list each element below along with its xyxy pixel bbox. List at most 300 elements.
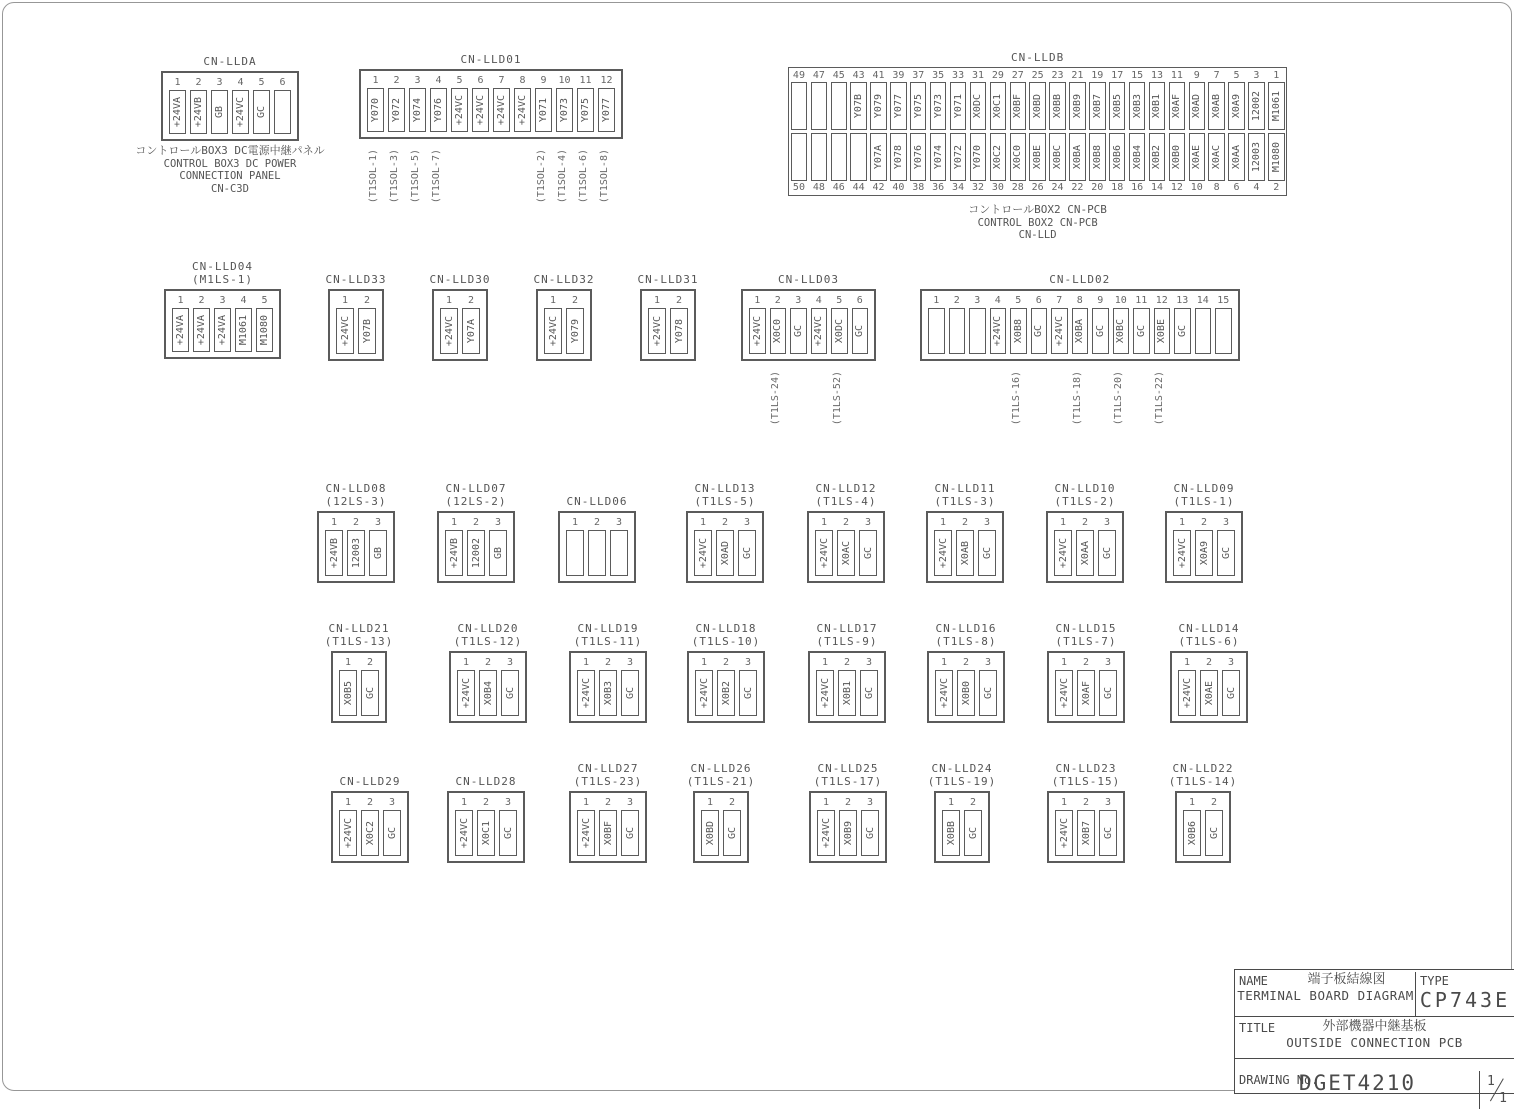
connector-title-line: CN-LLD23 — [1055, 761, 1117, 775]
connector-box — [569, 651, 647, 723]
connector-cn-lld11 — [926, 481, 1004, 583]
pin — [554, 74, 575, 132]
connector-title-line: CN-LLD04 — [192, 259, 253, 273]
pin-box-top — [870, 82, 886, 130]
pin-number: 3 — [1104, 657, 1112, 668]
pin-label: X0B6 — [1111, 144, 1123, 170]
connector-cn-lld04 — [164, 259, 281, 359]
pin-box-top — [1169, 82, 1185, 130]
pin-label: X0B9 — [1071, 93, 1083, 119]
pin — [747, 294, 768, 354]
pin-number: 9 — [540, 75, 547, 86]
pin-number: 5 — [836, 295, 843, 306]
connector-title-line: CN-LLD01 — [460, 52, 522, 66]
pin-number: 11 — [1135, 295, 1148, 306]
connector-subtitle-line: (T1LS-5) — [694, 494, 756, 508]
connector-cn-lld07 — [437, 481, 515, 583]
pin-box — [739, 670, 757, 716]
pin — [359, 656, 381, 716]
pin — [1220, 656, 1242, 716]
pin-number: 1 — [1178, 517, 1186, 528]
connector-title-line: CN-LLD28 — [455, 774, 517, 788]
pin-label: X0BF — [602, 820, 614, 846]
pin-label: X0B7 — [1091, 93, 1103, 119]
pin-number-top: 25 — [1031, 70, 1044, 81]
pin-column — [1227, 69, 1247, 194]
connector-box — [927, 651, 1005, 723]
pin-number: 1 — [344, 797, 352, 808]
pin-box — [723, 810, 741, 856]
pin-box — [979, 670, 997, 716]
pin-label: Y07A — [873, 144, 884, 170]
pin-box — [235, 308, 252, 352]
pin-label: GC — [854, 324, 866, 338]
pin-label: X0BB — [945, 820, 957, 846]
pin-label: GC — [864, 826, 876, 840]
pin-column — [908, 69, 928, 194]
pin — [334, 294, 356, 354]
pin — [668, 294, 690, 354]
pin — [533, 74, 554, 132]
pin-box-top — [1129, 82, 1145, 130]
pin — [977, 656, 999, 716]
pin-number: 3 — [374, 517, 382, 528]
pin-number: 12 — [600, 75, 613, 86]
pin-number-bottom: 26 — [1031, 182, 1044, 193]
pin — [465, 516, 487, 576]
pin-box — [816, 670, 834, 716]
pin-label: +24VC — [547, 315, 559, 347]
pin-label: X0C2 — [364, 820, 376, 846]
pin-box — [695, 670, 713, 716]
pin-column — [809, 69, 829, 194]
pin — [230, 76, 251, 134]
connector-title-line: CN-LLD18 — [695, 621, 757, 635]
pin-label: Y078 — [673, 318, 685, 344]
connector-subtitle-line: (T1LS-3) — [934, 494, 996, 508]
pin-column — [1008, 69, 1028, 194]
pin-number: 7 — [1056, 295, 1063, 306]
pin-number-bottom: 34 — [952, 182, 965, 193]
pin-number: 8 — [1076, 295, 1083, 306]
pin-number: 14 — [1196, 295, 1209, 306]
pin-label: +24VC — [443, 315, 455, 347]
pin-column — [1048, 69, 1068, 194]
connector-title-line: CN-LLD19 — [577, 621, 639, 635]
pin-number: 11 — [579, 75, 592, 86]
pin — [1172, 294, 1193, 354]
pin-number: 1 — [754, 295, 761, 306]
pin-box — [1195, 530, 1213, 576]
connector-box — [536, 289, 592, 361]
pin-box — [1195, 308, 1212, 354]
connector-title-line: CN-LLD03 — [778, 272, 839, 286]
pin-number: 2 — [728, 797, 736, 808]
pin-number: 2 — [1200, 517, 1208, 528]
pin-box-top — [1109, 82, 1125, 130]
pin — [233, 294, 254, 352]
connector-box — [741, 289, 876, 361]
pin — [428, 74, 449, 132]
pin-box — [815, 530, 833, 576]
pin-label: Y073 — [932, 93, 944, 119]
connector-subtitle-line: (T1LS-8) — [935, 634, 997, 648]
pin-label: X0B3 — [602, 680, 614, 706]
connector-subtitle-line: (M1LS-1) — [192, 272, 253, 286]
pin-number: 2 — [721, 517, 729, 528]
pin-label: +24VC — [517, 94, 528, 126]
pin-number: 2 — [366, 797, 374, 808]
pin-label: +24VB — [193, 96, 204, 128]
pin — [542, 294, 564, 354]
connector-title-line: CN-LLD09 — [1173, 481, 1235, 495]
connector-caption-line: CN-LLD — [1018, 229, 1057, 242]
pin-box — [935, 670, 953, 716]
pin-label: M1061 — [238, 314, 249, 346]
connector-cn-lld17 — [808, 621, 886, 723]
tail-label: (T1SOL-6) — [578, 149, 589, 204]
title-en: OUTSIDE CONNECTION PCB — [1286, 1035, 1463, 1051]
pin — [453, 796, 475, 856]
pin-number: 1 — [341, 295, 349, 306]
pin-box-top — [1268, 82, 1284, 130]
pin-number-top: 3 — [1253, 70, 1260, 81]
pin-label: Y076 — [433, 97, 444, 123]
pin-number-top: 17 — [1111, 70, 1124, 81]
pin — [345, 516, 367, 576]
pin — [443, 516, 465, 576]
pin-box — [1072, 308, 1089, 354]
connector-cn-lld03 — [741, 272, 876, 426]
pin-label: GC — [364, 686, 376, 700]
pin-label: +24VC — [938, 677, 950, 709]
title-block — [1234, 969, 1514, 1106]
pin-box — [599, 670, 617, 716]
pin — [251, 76, 272, 134]
pin-box — [253, 90, 270, 134]
pin-number-bottom: 4 — [1253, 182, 1260, 193]
pin-number: 2 — [1082, 797, 1090, 808]
pin-number: 5 — [456, 75, 463, 86]
pin-number: 2 — [953, 295, 960, 306]
pin-label: X0B9 — [842, 820, 854, 846]
pin-column — [1147, 69, 1167, 194]
pin — [815, 796, 837, 856]
pin-label: GC — [504, 686, 516, 700]
pin-box — [1098, 530, 1116, 576]
pin-box — [1055, 810, 1073, 856]
pin-number-bottom: 8 — [1213, 182, 1220, 193]
pin-box — [738, 530, 756, 576]
connector-box — [449, 651, 527, 723]
pin-number-top: 35 — [932, 70, 945, 81]
pin — [272, 76, 293, 134]
connector-title-line: CN-LLD15 — [1055, 621, 1117, 635]
pin-number: 1 — [549, 295, 557, 306]
connector-subtitle-line: (T1LS-12) — [453, 634, 523, 648]
pin-box-bottom — [870, 133, 886, 181]
pin-label: Y079 — [569, 318, 581, 344]
pin-number: 3 — [388, 797, 396, 808]
pin-number: 5 — [1015, 295, 1022, 306]
pin-box — [749, 308, 766, 354]
connector-title-line: CN-LLD12 — [815, 481, 877, 495]
connector-box — [317, 511, 395, 583]
connector-cn-lld24 — [927, 761, 997, 863]
pin-number: 3 — [626, 657, 634, 668]
connector-subtitle-line: (T1LS-7) — [1055, 634, 1117, 648]
pin-number-bottom: 16 — [1131, 182, 1144, 193]
pin-column — [1107, 69, 1127, 194]
sheet-denominator: 1 — [1499, 1091, 1507, 1106]
pin-box-top — [811, 82, 827, 130]
pin-box — [964, 810, 982, 856]
pin — [692, 516, 714, 576]
pin-label: X0BE — [1032, 144, 1044, 170]
connector-box — [1047, 651, 1125, 723]
connector-caption — [135, 145, 324, 195]
connector-box — [1170, 651, 1248, 723]
pin-label: X0B2 — [720, 680, 732, 706]
pin-number-top: 41 — [872, 70, 885, 81]
pin — [167, 76, 188, 134]
pin-box — [978, 530, 996, 576]
pin-number: 1 — [699, 517, 707, 528]
connector-caption-line: コントロールBOX3 DC電源中継パネル — [135, 144, 325, 157]
pin-label: X0BE — [1156, 318, 1168, 344]
pin-label: +24VC — [813, 315, 825, 347]
pin-number: 1 — [330, 517, 338, 528]
pin — [575, 656, 597, 716]
pin-label: X0BD — [704, 820, 716, 846]
pin — [564, 294, 586, 354]
pin-column — [1187, 69, 1207, 194]
pin — [976, 516, 998, 576]
pin-label: 12003 — [350, 537, 362, 569]
pin-number: 2 — [604, 657, 612, 668]
pin-number: 3 — [504, 797, 512, 808]
connector-title — [935, 482, 996, 508]
pin-box — [440, 308, 458, 354]
pin-box — [256, 308, 273, 352]
pin-column — [928, 69, 948, 194]
connector-title — [1055, 482, 1116, 508]
pin-label: Y071 — [538, 97, 549, 123]
pin-number-top: 21 — [1071, 70, 1084, 81]
pin-number-top: 43 — [852, 70, 865, 81]
pin-number: 2 — [604, 797, 612, 808]
pin — [438, 294, 460, 354]
connector-title-line: CN-LLD29 — [339, 774, 401, 788]
pin-box — [577, 810, 595, 856]
pin-number-top: 5 — [1233, 70, 1240, 81]
pin-box-bottom — [1129, 133, 1145, 181]
pin-number: 6 — [1035, 295, 1042, 306]
connector-title-line: CN-LLD30 — [429, 272, 491, 286]
tail-label: (T1LS-16) — [1010, 371, 1022, 426]
connector-cn-lld27 — [569, 761, 647, 863]
connector-box — [808, 651, 886, 723]
connector-cn-lld15 — [1047, 621, 1125, 723]
pin-label: +24VA — [217, 314, 228, 346]
connector-title — [687, 762, 756, 788]
pin-label: X0BF — [1012, 93, 1024, 119]
pin-number: 1 — [177, 295, 184, 306]
pin-label: +24VC — [475, 94, 486, 126]
connector-title — [936, 622, 997, 648]
pin-label: +24VC — [454, 94, 465, 126]
pin-number-bottom: 28 — [1011, 182, 1024, 193]
pin-number: 2 — [393, 75, 400, 86]
pin-box-bottom — [850, 133, 866, 181]
pin-label: GC — [1225, 686, 1237, 700]
tail-label: (T1LS-18) — [1072, 371, 1084, 426]
pin-number: 1 — [821, 657, 829, 668]
pin-label: X0B2 — [1151, 144, 1163, 170]
pin — [1096, 516, 1118, 576]
pin-number: 2 — [722, 657, 730, 668]
pin-box — [598, 88, 615, 132]
pin-box-top — [1089, 82, 1105, 130]
title-block-name-row — [1235, 972, 1514, 1017]
connector-title-line: CN-LLD25 — [817, 761, 879, 775]
pin-number-top: 47 — [812, 70, 825, 81]
pin-label: GC — [1135, 324, 1147, 338]
pin-number: 2 — [363, 295, 371, 306]
drawing-no-value: DGET4210 — [1298, 1071, 1417, 1095]
pin-box — [701, 810, 719, 856]
pin-label: GC — [624, 686, 636, 700]
pin-label: GC — [982, 686, 994, 700]
pin-label: X0B4 — [482, 680, 494, 706]
pin-label: +24VA — [175, 314, 186, 346]
pin-box — [347, 530, 365, 576]
connector-subtitle-line: (T1LS-21) — [686, 774, 756, 788]
pin-box — [388, 88, 405, 132]
pin-box — [839, 810, 857, 856]
pin-box-bottom — [1248, 133, 1264, 181]
pin-column — [1207, 69, 1227, 194]
pin-box-top — [1069, 82, 1085, 130]
pin-column — [1266, 69, 1286, 194]
pin — [367, 516, 389, 576]
pin-box — [1077, 670, 1095, 716]
tail-label: (T1SOL-5) — [410, 149, 421, 204]
pin-box — [1092, 308, 1109, 354]
pin-label: Y071 — [952, 93, 964, 119]
pin-column — [1067, 69, 1087, 194]
pin — [597, 796, 619, 856]
pin-number-bottom: 6 — [1233, 182, 1240, 193]
connector-title — [778, 273, 839, 286]
pin-box — [621, 810, 639, 856]
pin-label: X0B1 — [1151, 93, 1163, 119]
pin-column — [829, 69, 849, 194]
pin — [932, 516, 954, 576]
pin-box — [361, 810, 379, 856]
connector-box — [920, 289, 1240, 361]
pin-number: 3 — [1103, 517, 1111, 528]
pin-box — [1205, 810, 1223, 856]
connector-subtitle-line: (T1LS-2) — [1054, 494, 1116, 508]
pin-number: 1 — [933, 295, 940, 306]
pin-box — [172, 308, 189, 352]
pin-number: 2 — [484, 657, 492, 668]
pin-box — [556, 88, 573, 132]
pin-label: +24VC — [1053, 315, 1065, 347]
pin-box — [477, 810, 495, 856]
pin-label: X0A9 — [1231, 93, 1243, 119]
pin-number: 2 — [571, 295, 579, 306]
connector-title-line: CN-LLD33 — [325, 272, 387, 286]
pin-number: 1 — [462, 657, 470, 668]
pin — [460, 294, 482, 354]
pin-label: X0B8 — [1012, 318, 1024, 344]
pin-number: 1 — [940, 657, 948, 668]
pin-number: 6 — [279, 77, 286, 88]
pin-box-top — [1049, 82, 1065, 130]
pin-number: 3 — [744, 657, 752, 668]
pin-box-bottom — [1109, 133, 1125, 181]
connector-cn-lld10 — [1046, 481, 1124, 583]
connector-title-line: CN-LLD02 — [1049, 272, 1111, 286]
connector-title — [534, 273, 595, 286]
pin-label: X0B6 — [1186, 820, 1198, 846]
pin-number: 1 — [1188, 797, 1196, 808]
pin-box — [942, 810, 960, 856]
pin-box-top — [970, 82, 986, 130]
pin — [619, 656, 641, 716]
pin-number: 1 — [947, 797, 955, 808]
pin-label: +24VC — [1176, 537, 1188, 569]
pin — [1074, 516, 1096, 576]
pin-box — [716, 530, 734, 576]
pin-box-bottom — [930, 133, 946, 181]
pin-number: 2 — [352, 517, 360, 528]
pin — [497, 796, 519, 856]
pin-label: M1080 — [259, 314, 270, 346]
pin-box — [621, 670, 639, 716]
connector-cn-lld32 — [533, 272, 595, 361]
pin-box — [956, 530, 974, 576]
pin-number: 6 — [477, 75, 484, 86]
connector-cn-lld25 — [809, 761, 887, 863]
pin — [967, 294, 988, 354]
pin-label: +24VB — [328, 537, 340, 569]
pin-box-bottom — [1228, 133, 1244, 181]
pin-number-bottom: 40 — [892, 182, 905, 193]
pin-number: 10 — [1114, 295, 1127, 306]
pin-number-bottom: 44 — [852, 182, 865, 193]
pin-box — [566, 530, 584, 576]
pin-box — [451, 88, 468, 132]
pin-number: 1 — [344, 657, 352, 668]
pin — [188, 76, 209, 134]
pin-number-top: 1 — [1273, 70, 1280, 81]
name-en: TERMINAL BOARD DIAGRAM — [1237, 988, 1414, 1004]
pin-label: +24VC — [460, 677, 472, 709]
pin-box-bottom — [1268, 133, 1284, 181]
connector-cn-lld33 — [325, 272, 387, 361]
pin-box — [1054, 530, 1072, 576]
pin-label: +24VC — [458, 817, 470, 849]
title-block-drawing-row — [1235, 1071, 1514, 1109]
pin — [1097, 796, 1119, 856]
connector-title — [340, 775, 401, 788]
name-jp: 端子板結線図 — [1307, 972, 1386, 987]
connector-cn-lld29 — [331, 774, 409, 863]
pin-number-bottom: 24 — [1051, 182, 1064, 193]
